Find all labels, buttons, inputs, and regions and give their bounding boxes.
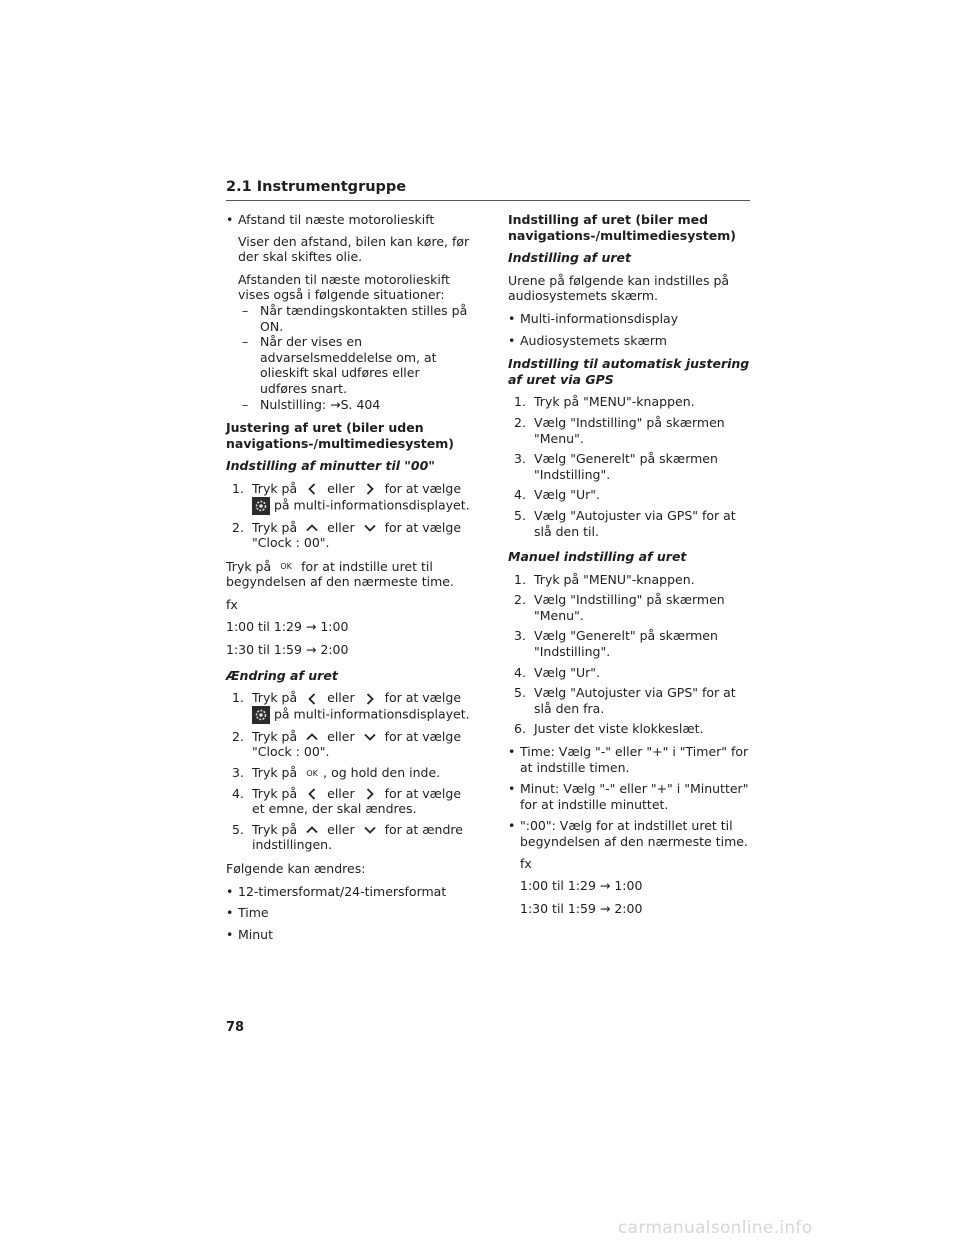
settings-gear-icon — [252, 497, 270, 515]
subheading-minutes-00: Indstilling af minutter til "00" — [226, 458, 435, 474]
example-line: 1:30 til 1:59 → 2:00 — [520, 900, 643, 916]
step: 3. Vælg "Generelt" på skærmen "Indstilling". — [514, 628, 718, 660]
ok-icon: OK — [280, 562, 292, 572]
paragraph-ok: Tryk på OK for at indstille uret til begyndelsen af den nærmeste time. — [226, 558, 454, 590]
chevron-right-icon — [359, 788, 381, 800]
example-line: 1:30 til 1:59 → 2:00 — [226, 642, 349, 658]
step: 5. Tryk på eller for at ændre indstillingen. — [232, 821, 463, 853]
subheading-clock-setting: Indstilling af uret — [508, 250, 631, 266]
step: 5. Vælg "Autojuster via GPS" for at slå den til. — [514, 507, 736, 539]
example-line: 1:00 til 1:29 → 1:00 — [520, 878, 643, 894]
right-column — [508, 212, 756, 923]
section-header — [226, 178, 750, 201]
watermark: carmanualsonline.info — [618, 1218, 813, 1238]
settings-gear-icon — [252, 706, 270, 724]
list-item: • Minut — [226, 927, 470, 943]
chevron-right-icon — [359, 483, 381, 495]
step: 3. Tryk på OK , og hold den inde. — [232, 765, 441, 781]
dash-item: – Nulstilling: →S. 404 — [242, 397, 470, 413]
chevron-down-icon — [359, 733, 381, 741]
paragraph: Følgende kan ændres: — [226, 861, 366, 876]
chevron-down-icon — [359, 524, 381, 532]
dash-item: – Når tændingskontakten stilles på ON. — [242, 303, 470, 334]
chevron-right-icon — [359, 693, 381, 705]
list-item: • Time: Vælg "-" eller "+" i "Timer" for at indstille timen. — [508, 744, 756, 775]
example-label: fx — [520, 855, 532, 871]
step: 1. Tryk på eller for at vælge på multi-informationsdisplayet. — [232, 690, 470, 724]
page-number: 78 — [226, 1020, 245, 1035]
left-column — [226, 212, 470, 948]
example-label: fx — [226, 596, 238, 612]
chevron-up-icon — [301, 733, 323, 741]
step: 4. Vælg "Ur". — [514, 487, 600, 503]
step: 5. Vælg "Autojuster via GPS" for at slå den fra. — [514, 685, 736, 716]
step: 2. Tryk på eller for at vælge "Clock : 00". — [232, 728, 462, 760]
section-title: 2.1 Instrumentgruppe — [226, 179, 407, 195]
chevron-left-icon — [301, 483, 323, 495]
chevron-up-icon — [301, 524, 323, 532]
step: 2. Vælg "Indstilling" på skærmen "Menu". — [514, 592, 725, 623]
step: 4. Tryk på eller for at vælge et emne, der skal ændres. — [232, 785, 462, 817]
list-item: • 12-timersformat/24-timersformat — [226, 884, 470, 900]
paragraph: Afstanden til næste motorolieskift vises også i følgende situationer: — [238, 271, 450, 303]
subheading-gps-adjust: Indstilling til automatisk justering af uret via GPS — [508, 356, 750, 387]
example-line: 1:00 til 1:29 → 1:00 — [226, 619, 349, 635]
chevron-left-icon — [301, 693, 323, 705]
list-item: • ":00": Vælg for at indstillet uret til begyndelsen af den nærmeste time. — [508, 818, 756, 849]
list-item: • Time — [226, 905, 470, 921]
step: 1. Tryk på eller for at vælge på multi-informationsdisplayet. — [232, 481, 470, 515]
paragraph: Urene på følgende kan indstilles på audiosystemets skærm. — [508, 272, 730, 304]
step: 1. Tryk på "MENU"-knappen. — [514, 394, 695, 410]
paragraph: Viser den afstand, bilen kan køre, før der skal skiftes olie. — [238, 233, 470, 265]
chevron-left-icon — [301, 788, 323, 800]
list-item: • Multi-informationsdisplay — [508, 311, 756, 327]
dash-list — [226, 303, 470, 412]
subheading-change-clock: Ændring af uret — [226, 667, 338, 683]
dash-item: – Når der vises en advarselsmeddelelse om, at olieskift skal udføres eller udføres snart. — [242, 334, 470, 396]
step: 1. Tryk på "MENU"-knappen. — [514, 571, 695, 587]
heading-clock-with-nav: Indstilling af uret (biler med navigations-/multimediesystem) — [508, 212, 736, 243]
bullet-oil-distance: • Afstand til næste motorolieskift — [226, 212, 470, 228]
chevron-down-icon — [359, 826, 381, 834]
list-item: • Audiosystemets skærm — [508, 333, 756, 349]
heading-clock-without-nav: Justering af uret (biler uden navigations-/multimediesystem) — [226, 420, 454, 451]
step: 3. Vælg "Generelt" på skærmen "Indstilling". — [514, 451, 718, 482]
list-item: • Minut: Vælg "-" eller "+" i "Minutter" for at indstille minuttet. — [508, 781, 756, 812]
ok-icon: OK — [306, 768, 318, 778]
step: 2. Tryk på eller for at vælge "Clock : 00". — [232, 519, 462, 551]
subheading-manual-adjust: Manuel indstilling af uret — [508, 549, 687, 565]
step: 2. Vælg "Indstilling" på skærmen "Menu". — [514, 414, 725, 446]
chevron-up-icon — [301, 826, 323, 834]
step: 6. Juster det viste klokkeslæt. — [514, 721, 704, 737]
step: 4. Vælg "Ur". — [514, 664, 600, 680]
